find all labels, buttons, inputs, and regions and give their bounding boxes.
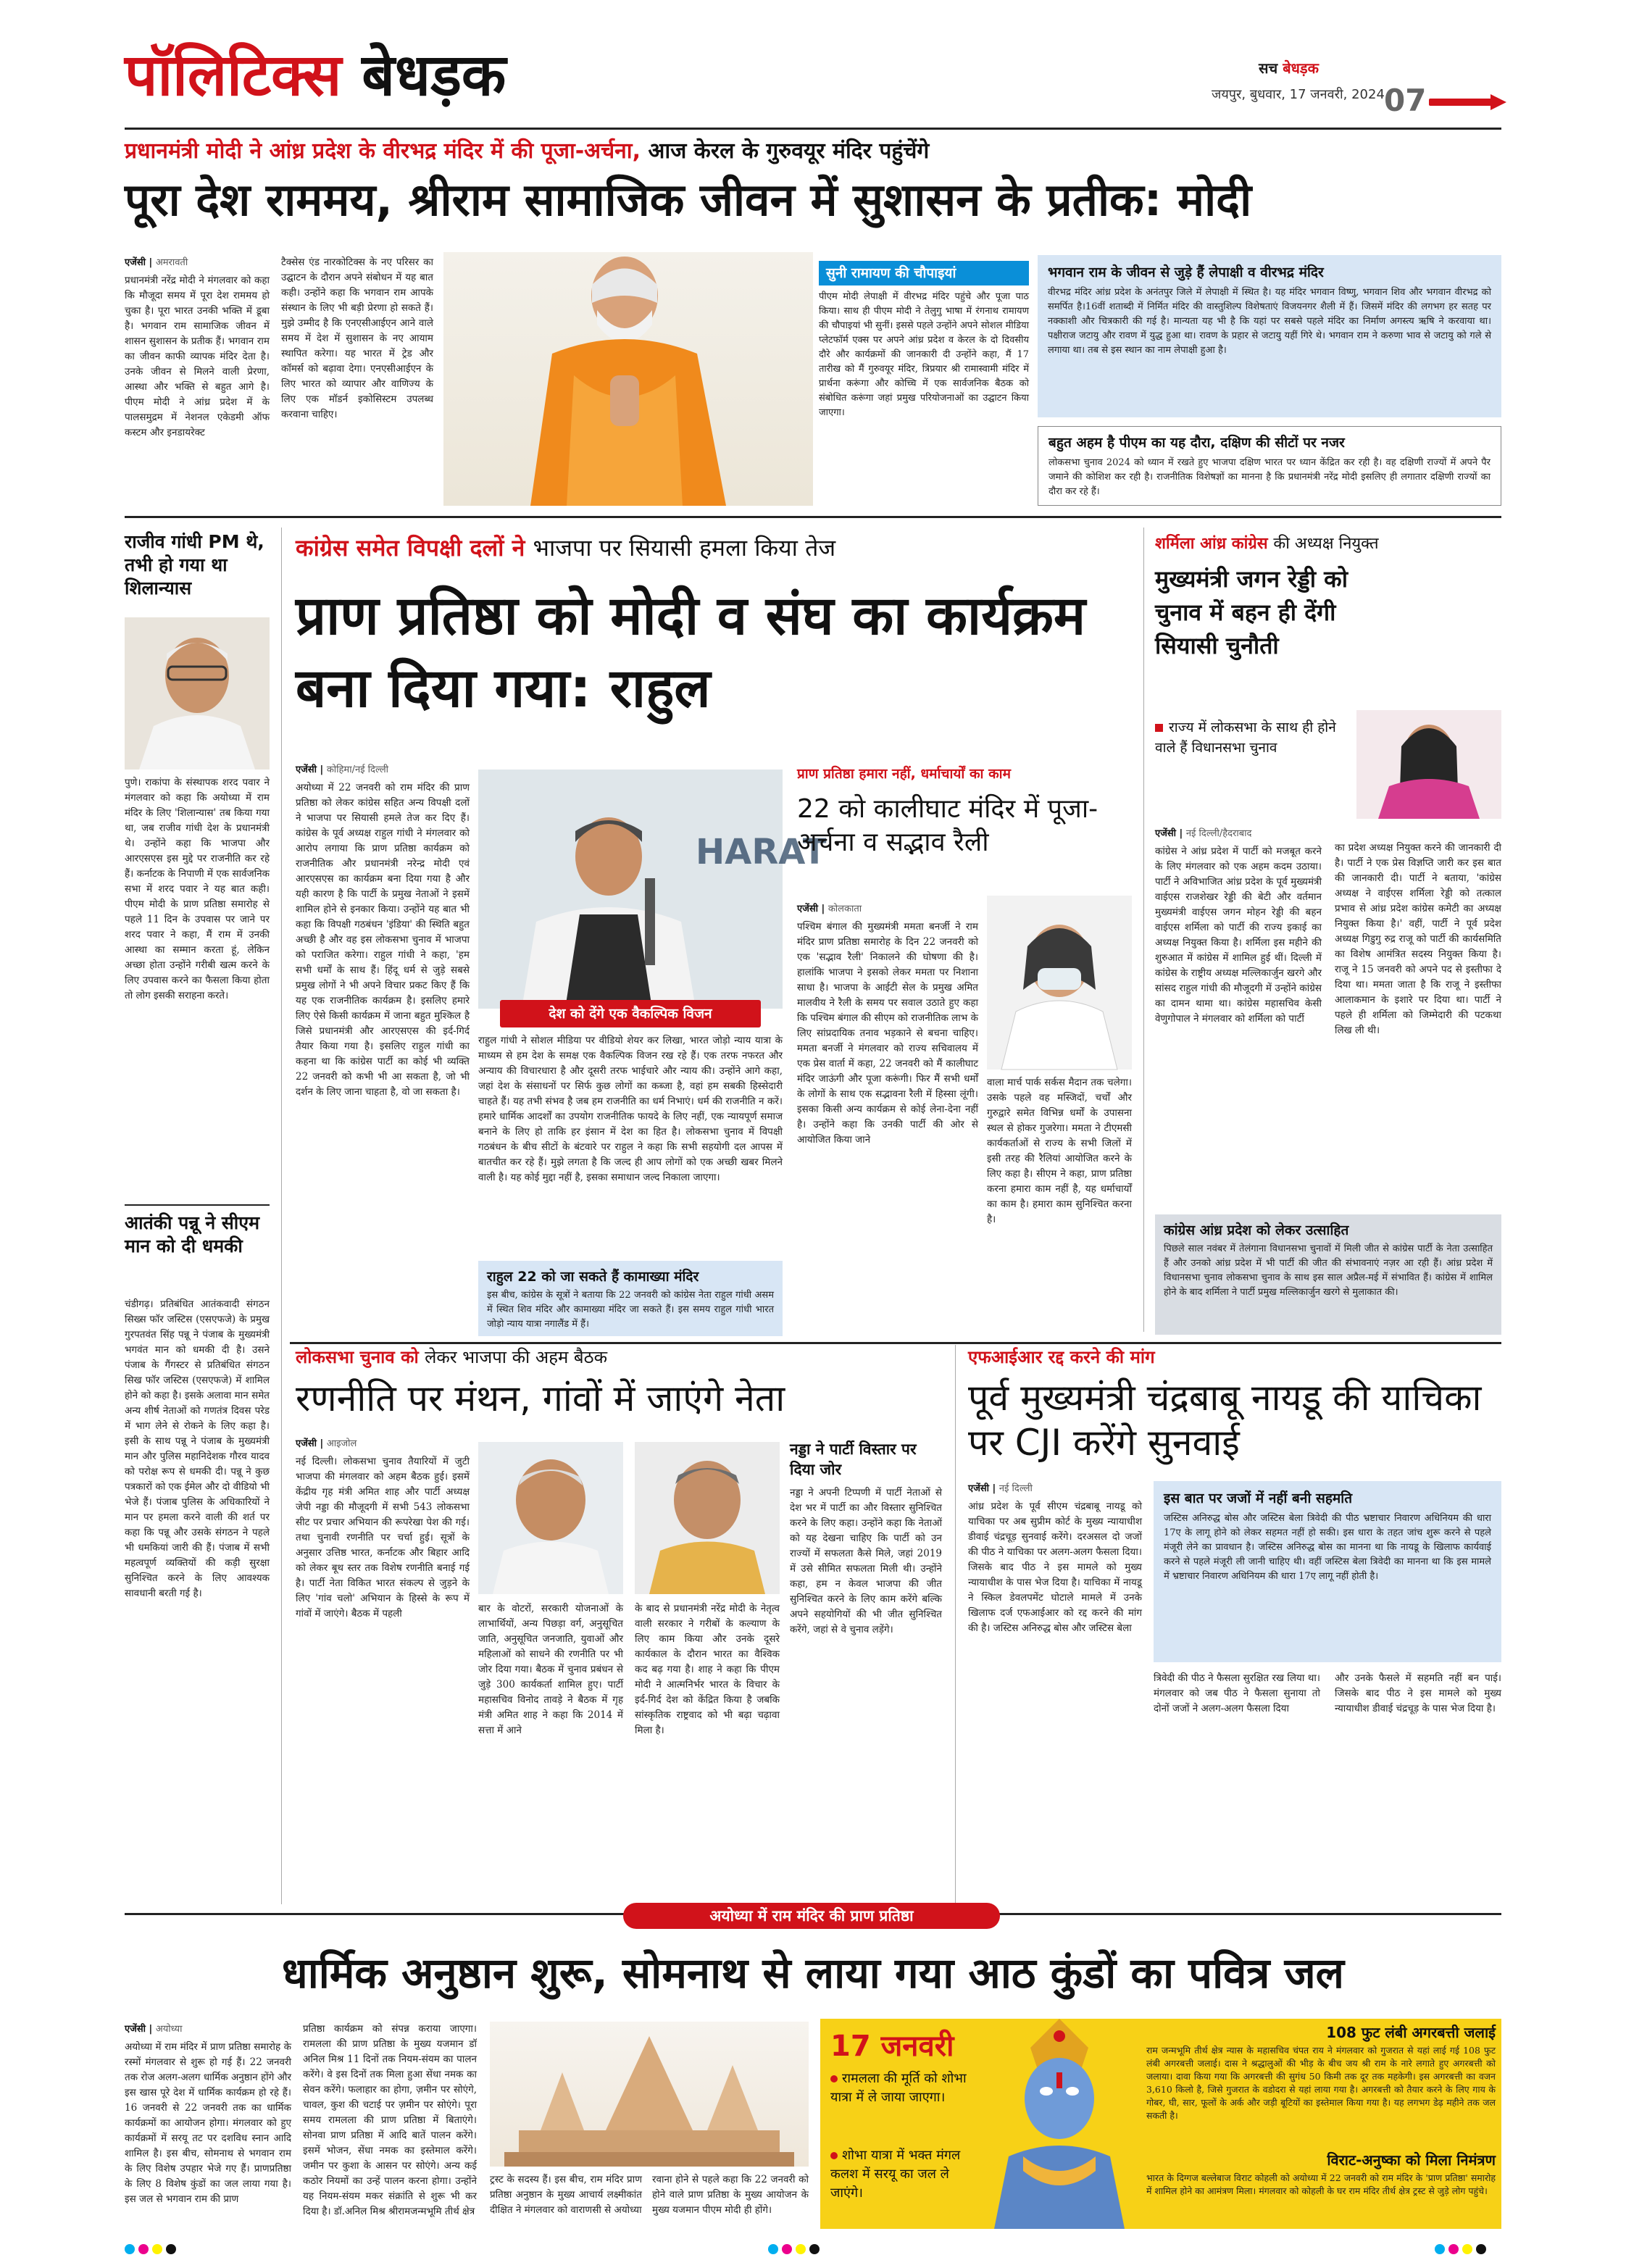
sharmila-sub-bullet [1155, 724, 1163, 732]
mann-text: चंडीगढ़। प्रतिबंधित आतंकवादी संगठन सिख्स फॉर जस्टिस (एसएफजे) के प्रमुख गुरपतवंत सिंह पन्नू ने पंजाब के मुख्यमंत्री भगवंत मान को धमकी दी है। उसने पंजाब के गैंगस्टर से प्रतिबंधित संगठन सिख फॉर जस्टिस (एसएफजे) में शामिल होने को कहा है। इसके अलावा मान समेत अन्य शीर्ष नेताओं को गणतंत्र दिवस परेड में भाग लेने से रोकने के लिए कहा है। इसी के साथ पन्नू ने पंजाब के मुख्यमंत्री मान और पुलिस महानिदेशक गौरव यादव को परोक्ष रूप से धमकी दी। पन्नू ने कुछ पत्रकारों को एक ईमेल और दो वीडियो भी भेजे हैं। पंजाब पुलिस के अधिकारियों ने मान पर हमला करने वाली की शर्त पर कहा कि पन्नू और उसके संगठन ने पहले भी धमकियां जारी की हैं। पंजाब में सभी महत्वपूर्ण व्यक्तियों की कड़ी सुरक्षा सुनिश्चित करने के लिए आवश्यक सावधानी बरती गई है। [125, 1298, 270, 1599]
lepakshi-text: वीरभद्र मंदिर आंध्र प्रदेश के अनंतपुर जिले में लेपाक्षी में स्थित है। यह मंदिर भगवान विष्णु, भगवान शिव और भगवान वीरभद्र को समर्पित है।16वीं शताब्दी में निर्मित मंदिर की वास्तुशिल्प विशेषताएं विजयनगर शैली में हैं। जिसमें मंदिर की लगभग हर सतह पर नक्काशी और चित्रकारी की गई है। मान्यता यह भी है कि यहां पर सबसे पहले मंदिर का निर्माण अगस्त्य ऋषि ने करवाया था। पक्षीराज जटायु और रावण में युद्ध हुआ था। रावण के प्रहार से जटायु यहीं गिरे थे। भगवान राम ने करुणा भाव से जटायु को गले से लगाया था। तब से इस स्थान का नाम लेपाक्षी हुआ है। [1048, 287, 1491, 356]
masthead-rule [125, 128, 1501, 130]
bullet-1-dot [830, 2075, 838, 2083]
naidu-box-text: जस्टिस अनिरुद्ध बोस और जस्टिस बेला त्रिवेदी की पीठ भ्रष्टाचार निवारण अधिनियम की धारा 17ए के लागू होने को लेकर सहमत नहीं हो सकी। इस धारा के तहत जांच शुरू करने से पहले मंजूरी लेने का प्रावधान है। जस्टिस अनिरुद्ध बोस का मानना था कि नायडू के खिलाफ कार्यवाई करने से पहले मंजूरी ली जानी चाहिए थी। वहीं जस्टिस बेला त्रिवेदी का मानना था कि इस मामले में भ्रष्टाचार निवारण अधिनियम की धारा 17ए लागू नहीं होती है। [1164, 1513, 1491, 1582]
bullet-1-text: रामलला की मूर्ति को शोभा यात्रा में ले जाया जाएगा। [830, 2071, 967, 2105]
modi-photo [443, 252, 813, 506]
bjp-col3: के बाद से प्रधानमंत्री नरेंद्र मोदी के नेतृत्व वाली सरकार ने गरीबों के कल्याण के लिए काम किया और उनके दूसरे कार्यकाल के दौरान भारत का वैश्विक कद बढ़ गया है। शाह ने कहा कि पीएम मोदी ने आत्मनिर्भर भारत के विचार के इर्द-गिर्द देश को केंद्रित किया है जबकि सांस्कृतिक राष्ट्रवाद को भी बढ़ा चढ़ावा मिला है। [635, 1603, 780, 1736]
shah-photo-illustration [478, 1442, 623, 1594]
kamakhya-title: राहुल 22 को जा सकते हैं कामाख्या मंदिर [487, 1269, 699, 1285]
ap-box [1155, 1214, 1501, 1335]
registration-marks-right [1435, 2243, 1490, 2257]
naidu-col3: और उनके फैसले में सहमति नहीं बन पाई। जिसके बाद पीठ ने इस मामले को मुख्य न्यायाधीश डीवाई चंद्रचूड़ के पास भेज दिया है। [1335, 1672, 1501, 1714]
bjp-dateline: एजेंसी | आइजोल [296, 1438, 357, 1449]
sharmila-headline: मुख्यमंत्री जगन रेड्डी को चुनाव में बहन ही देंगी सियासी चुनौती [1155, 565, 1348, 659]
rajiv-text: पुणे। राकांपा के संस्थापक शरद पवार ने मंगलवार को कहा कि अयोध्या में राम मंदिर के लिए 'शिलान्यास' तब किया गया था, जब राजीव गांधी देश के प्रधानमंत्री थे। उन्होंने कहा कि भाजपा और आरएसएस इस मुद्दे पर राजनीति कर रहे हैं। कर्नाटक के निपाणी में एक सार्वजनिक सभा में शरद पवार ने यह बात कही। पीएम मोदी के प्राण प्रतिष्ठा समारोह से पहले 11 दिन के उपवास पर जाने पर शरद पवार ने कहा, मैं राम में उनकी आस्था का सम्मान करता हूं, लेकिन अच्छा होता उन्होंने गरीबी खत्म करने के लिए उपवास करने का फैसला किया होता तो लोग इसकी सराहना करते। [125, 777, 270, 1001]
pawar-photo [125, 617, 270, 770]
naidu-box-title: इस बात पर जजों में नहीं बनी सहमति [1164, 1491, 1353, 1506]
rajiv-headline: राजीव गांधी PM थे, तभी हो गया था शिलान्यास [125, 531, 264, 599]
ayodhya-col1 [125, 2022, 291, 2225]
pen-icon [1429, 99, 1494, 106]
sharmila-col2: का प्रदेश अध्यक्ष नियुक्त करने की जानकारी दी है। पार्टी ने एक प्रेस विज्ञप्ति जारी कर इस बात की जानकारी दी। पार्टी ने बताया, 'कांग्रेस अध्यक्ष ने वाईएस शर्मिला रेड्डी को तत्काल प्रभाव से आंध्र प्रदेश कांग्रेस कमेटी का अध्यक्ष नियुक्त किया है।' वहीं, पार्टी ने पूर्व प्रदेश अध्यक्ष गिडुगु रुद्र राजू को पार्टी की कार्यसमिति का विशेष आमंत्रित सदस्य नियुक्त किया है। राजू ने 15 जनवरी को अपने पद से इस्तीफा दे दिया था। ममता जाता है कि राजू ने इस्तीफा आलाकमान के इशारे पर दिया था। पार्टी ने पहले ही शर्मिला को जिम्मेदारी की पटकथा लिख ली थी। [1335, 842, 1501, 1036]
top-col1 [125, 255, 270, 494]
naidu-kicker: एफआईआर रद्द करने की मांग [968, 1347, 1155, 1367]
ram-bullet-2 [830, 2146, 968, 2203]
top-col2: टैक्सेस एंड नारकोटिक्स के नए परिसर का उद्घाटन के दौरान अपने संबोधन में यह बात कही। उन्होंने कहा कि भगवान राम आपके संस्थान के लिए भी बड़ी प्रेरणा हो सकते हैं। मुझे उम्मीद है कि एनएसीआईएन आने वाले समय में देश में सुशासन के नए आयाम स्थापित करेगा। यह भारत में ट्रेड और कॉमर्स को बढ़ावा देगा। एनएसीआईएन के लिए भारत को व्यापार और वाणिज्य के लिए एक मॉडर्न इकोसिस्टम उपलब्ध करवाना चाहिए। [281, 257, 433, 420]
left-col-divider [281, 528, 282, 1904]
bjp-kicker-black: लेकर भाजपा की अहम बैठक [425, 1347, 608, 1367]
rahul-photo [478, 770, 827, 1009]
ayodhya-col2: प्रतिष्ठा कार्यक्रम को संपन्न कराया जाएगा। रामलला की प्राण प्रतिष्ठा के मुख्य यजमान डॉ अनिल मिश्र 11 दिनों तक नियम-संयम का पालन करेंगे। वे इस दिनों तक मिला हुआ सेंधा नमक का सेवन करेंगे। फलाहार का होगा, ज़मीन पर सोएंगे, चावल, कुश की चटाई पर ज़मीन पर सोएंगे। पूरा समय रामलला की प्राण प्रतिष्ठा में बिताएंगे। सोनवा प्राण प्रतिष्ठा में आदि बातें पालन करेंगे। इसमें भोजन, सेंधा नमक का इस्तेमाल करेंगे। जमीन पर कुशा के आसन पर सोएंगे। अन्य कई कठोर नियमों का उन्हें पालन करना होगा। उन्होंने यह नियम-संयम मकर संक्रांति से शुरू भी कर दिया है। डॉ.अनिल मिश्र श्रीरामजन्मभूमि तीर्थ क्षेत्र [303, 2023, 477, 2217]
bullet-2-dot [830, 2152, 838, 2159]
ap-text: पिछले साल नवंबर में तेलंगाना विधानसभा चुनावों में मिली जीत से कांग्रेस पार्टी के नेता उत्साहित हैं और उनको आंध्र प्रदेश में भी पार्टी की जीत की संभावनाएं नज़र आ रही हैं। आंध्र प्रदेश में विधानसभा चुनाव लोकसभा चुनाव के साथ इस साल अप्रैल-मई में संभावित हैं। कांग्रेस में शामिल होने के बाद शर्मिला ने पार्टी प्रमुख मल्लिकार्जुन खरगे से मुलाकात की। [1164, 1243, 1493, 1298]
mamata-photo [987, 896, 1132, 1070]
top-bottom-rule [125, 516, 1501, 518]
pen-tip-icon [1490, 94, 1506, 110]
virat-title: विराट-अनुष्का को मिला निमंत्रण [1327, 2151, 1496, 2169]
top-headline: पूरा देश राममय, श्रीराम सामाजिक जीवन में सुशासन के प्रतीक: मोदी [125, 173, 1252, 226]
tag-black: सच [1259, 59, 1278, 77]
ayodhya-col1-text: अयोध्या में राम मंदिर में प्राण प्रतिष्ठा समारोह के रस्मों मंगलवार से शुरू हो गई हैं। 22 जनवरी तक रोज अलग-अलग धार्मिक अनुष्ठान होंगे और इस खास पूरे देश में धार्मिक कार्यक्रम हो रहे हैं। 16 जनवरी से 22 जनवरी तक का धार्मिक कार्यक्रमों का आयोजन होगा। मंगलवार को हुए कार्यक्रमों में सरयू तट पर दशविध स्नान आदि शामिल है। इस बीच, सोमनाथ से भगवान राम के लिए विशेष उपहार भेजे गए हैं। प्राणप्रतिष्ठा के लिए 8 विशेष कुंडों का जल लाया गया है। इस जल से भगवान राम की प्राण [125, 2041, 291, 2205]
ram-idol-icon [980, 2019, 1139, 2229]
sharmila-photo [1356, 710, 1501, 819]
cyan-dot [768, 2244, 778, 2254]
magenta-dot [1448, 2244, 1459, 2254]
rahul-col1 [296, 762, 470, 1335]
virat-text: भारत के दिग्गज बल्लेबाज विराट कोहली को अयोध्या में 22 जनवरी को राम मंदिर के 'प्राण प्रतिष्ठा' समारोह में शामिल होने का आमंत्रण मिला। मंगलवार को कोहली के घर राम मंदिर तीर्थ क्षेत्र ट्रस्ट से जुड़े लोग पहुंचे। [1146, 2172, 1496, 2196]
mamata-text2: वाला मार्च पार्क सर्कस मैदान तक चलेगा। उसके पहले वह मस्जिदों, चर्चों और गुरुद्वारे समेत विभिन्न धर्मों के उपासना स्थल से होकर गुजरेगा। ममता ने टीएमसी कार्यकर्ताओं से राज्य के सभी जिलों में इसी तरह की रैलियां आयोजित करने के लिए कहा है। सीएम ने कहा, प्राण प्रतिष्ठा करना हमारा काम नहीं है, यह धर्माचार्यों का काम है। हमारा काम सुनिश्चित करना है। [987, 1077, 1132, 1225]
nadda-photo [635, 1442, 780, 1594]
agarbatti-box [1146, 2025, 1496, 2149]
top-col1-text: प्रधानमंत्री नरेंद्र मोदी ने मंगलवार को कहा कि मौजूदा समय में पूरा देश राममय हो चुका है। पूरा भारत उनकी भक्ति में डूबा है। भगवान राम सामाजिक जीवन में शासन सुशासन के प्रतीक हैं। भगवान राम का जीवन काफी व्यापक मंदिर देता है। उनके जीवन से मिलने वाली प्रेरणा, आस्था और भक्ति से बहुत आगे है। पीएम मोदी ने आंध्र प्रदेश में के पालसमुद्रम में नेशनल एकेडमी ऑफ कस्टम और इनडायरेक्ट [125, 275, 270, 438]
registration-marks-center [768, 2243, 823, 2257]
black-dot [809, 2244, 820, 2254]
naidu-col1 [968, 1481, 1142, 1901]
bjp-col1 [296, 1436, 470, 1900]
masthead-date: जयपुर, बुधवार, 17 जनवरी, 2024 [1212, 87, 1385, 102]
cyan-dot [1435, 2244, 1445, 2254]
south-title: बहुत अहम है पीएम का यह दौरा, दक्षिण की सीटों पर नजर [1048, 435, 1345, 451]
magenta-dot [782, 2244, 792, 2254]
ram-idol-illustration [980, 2019, 1139, 2229]
mamata-kicker: प्राण प्रतिष्ठा हमारा नहीं, धर्माचार्यों का काम [797, 766, 1011, 782]
lepakshi-box [1038, 255, 1501, 417]
south-text: लोकसभा चुनाव 2024 को ध्यान में रखते हुए भाजपा दक्षिण भारत पर ध्यान केंद्रित कर रही है। वह दक्षिणी राज्यों में अपने पैर जमाने की कोशिश कर रही है। राजनीतिक विशेषज्ञों का मानना है कि प्रधानमंत्री नरेंद्र मोदी इसलिए ही लगातार दक्षिणी राज्यों का दौरा कर रहे हैं। [1048, 457, 1490, 497]
tag-red: बेधड़क [1283, 59, 1319, 77]
temple-photo [490, 2022, 809, 2167]
pawar-photo-illustration [125, 617, 270, 770]
rahul-kicker-red: कांग्रेस समेत विपक्षी दलों ने [296, 534, 525, 562]
ayodhya-dateline: एजेंसी | अयोध्या [125, 2024, 183, 2035]
black-dot [166, 2244, 176, 2254]
ayodhya-col3: ट्रस्ट के सदस्य हैं। इस बीच, राम मंदिर प्राण प्रतिष्ठा अनुष्ठान के मुख्य आचार्य लक्ष्मीकांत दीक्षित ने मंगलवार को वाराणसी से अयोध्या [490, 2174, 642, 2216]
kamakhya-box [478, 1261, 783, 1336]
page-number: 07 [1384, 83, 1427, 118]
yellow-dot [152, 2244, 162, 2254]
ramayan-box [813, 255, 1029, 506]
nadda-text: नड्डा ने अपनी टिप्पणी में पार्टी नेताओं से देश भर में पार्टी का और विस्तार सुनिश्चित करने के लिए कहा। उन्होंने कहा कि नेताओं को यह देखना चाहिए कि पार्टी को उन राज्यों में सफलता कैसे मिले, जहां 2019 में उसे सीमित सफलता मिली थी। उन्होंने कहा, हम न केवल भाजपा की जीत सुनिश्चित करने के लिए काम करेंगे बल्कि अपने सहयोगियों की भी जीत सुनिश्चित करेंगे, जहां से वे चुनाव लड़ेंगे। [790, 1487, 942, 1635]
bjp-col1-text: नई दिल्ली। लोकसभा चुनाव तैयारियों में जुटी भाजपा की मंगलवार को अहम बैठक हुई। इसमें केंद्रीय गृह मंत्री अमित शाह और पार्टी अध्यक्ष जेपी नड्डा की मौजूदगी में सभी 543 लोकसभा सीट पर प्रचार अभियान की रूपरेखा पेश की गई। तथा चुनावी रणनीति पर चर्चा हुई। सूत्रों के अनुसार उत्तिष्ठ भारत, कर्नाटक और बिहार आदि को लेकर बूथ स्तर तक विशेष रणनीति बनाई गई है। पार्टी नेता विकित भारत संकल्प से जुड़ने के लिए 'गांव चलो' अभियान के हिस्से के रूप में गांवों में जाएंगे। बैठक में पहली [296, 1456, 470, 1619]
agarbatti-title: 108 फुट लंबी अगरबत्ती जलाई [1326, 2024, 1496, 2041]
vikalp-text: राहुल गांधी ने सोशल मीडिया पर वीडियो शेयर कर लिखा, भारत जोड़ो न्याय यात्रा के माध्यम से हम देश के समक्ष एक वैकल्पिक विजन रख रहे हैं। एक तरफ नफरत और अन्याय की विचारधारा है और दूसरी तरफ भाईचारे और न्याय की। उन्होंने आगे कहा, जहां देश के संसाधनों पर सिर्फ कुछ लोगों का कब्जा है, वहां हम सबकी हिस्सेदारी चाहते हैं। यह तभी संभव है जब हम राजनीति का धर्म निभाएं। धर्म की राजनीति न करें। हमारे धार्मिक आदर्शों का उपयोग राजनीतिक फायदे के लिए नहीं, एक न्यायपूर्ण समाज बनाने के लिए हो ताकि हर इंसान में देश का हित है। लोकसभा चुनाव में विपक्षी गठबंधन के बीच सीटों के बंटवारे पर राहुल ने कहा कि सभी सहयोगी दल आपस में बातचीत कर रहे हैं। मुझे लगता है कि जल्द ही आप लोगों को एक अच्छी खबर मिलने वाली है। यह कोई मुद्दा नहीं है, इसका समाधान जल्द निकाला जाएगा। [478, 1035, 783, 1183]
mid-rule [290, 1342, 1501, 1344]
right-col-divider [1143, 528, 1144, 1332]
rahul-col1-text: अयोध्या में 22 जनवरी को राम मंदिर की प्राण प्रतिष्ठा को लेकर कांग्रेस सहित अन्य विपक्षी दलों ने भाजपा पर सियासी हमले तेज कर दिए हैं। कांग्रेस के पूर्व अध्यक्ष राहुल गांधी ने मंगलवार को आरोप लगाया कि प्राण प्रतिष्ठा कार्यक्रम को राजनीतिक और प्रधानमंत्री नरेन्द्र मोदी एवं आरएसएस का कार्यक्रम बना दिया गया है और यही कारण है कि पार्टी के प्रमुख नेताओं ने इसमें शामिल होने से इनकार किया। उन्होंने यह बात भी कहा कि विपक्षी गठबंधन 'इंडिया' की स्थिति बहुत अच्छी है और वह इस लोकसभा चुनाव में भाजपा को पराजित करेगा। राहुल गांधी ने कहा, 'हम सभी धर्मों के साथ हैं। हिंदू धर्म से जुड़े सबसे प्रमुख लोगों ने भी अपने विचार प्रकट किए हैं कि यह एक राजनीतिक कार्यक्रम है। इसलिए हमारे लिए ऐसे किसी कार्यक्रम में जाना बहुत मुश्किल है जिसे प्रधानमंत्री और आरएसएस की इर्द-गिर्द तैयार किया गया है। इसलिए राहुल गांधी का कहना था कि कांग्रेस पार्टी का कोई भी व्यक्ति 22 जनवरी को कभी भी आ सकता है, जो भी दर्शन के लिए जाना चाहता है, वो जा सकता है। [296, 782, 470, 1098]
top-dateline: एजेंसी | अमरावती [125, 257, 188, 268]
mamata-headline: 22 को कालीघाट मंदिर में पूजा-अर्चना व सद्भाव रैली [797, 794, 1098, 857]
naidu-box [1154, 1481, 1501, 1662]
top-kicker [125, 139, 1501, 164]
magenta-dot [138, 2244, 149, 2254]
temple-illustration [490, 2022, 809, 2167]
bjp-kicker [296, 1348, 948, 1368]
ram-bullet-1 [830, 2069, 968, 2107]
yellow-dot [1462, 2244, 1472, 2254]
ram-panel [820, 2019, 1501, 2229]
left-mid-rule [125, 1204, 270, 1206]
brand-red: पॉलिटिक्स [125, 41, 342, 109]
mamata-dateline: एजेंसी | कोलकाता [797, 904, 862, 914]
sharmila-sub [1155, 717, 1351, 758]
rahul-kicker [296, 535, 1136, 562]
top-kicker-black: आज केरल के गुरुवयूर मंदिर पहुंचेंगे [648, 138, 930, 164]
sharmila-kicker [1155, 535, 1501, 553]
sharmila-photo-illustration [1356, 710, 1501, 819]
masthead-brand [125, 41, 506, 110]
ayodhya-banner: अयोध्या में राम मंदिर की प्राण प्रतिष्ठा [623, 1903, 1000, 1929]
rahul-kicker-black: भाजपा पर सियासी हमला किया तेज [533, 534, 836, 562]
bullet-2-text: शोभा यात्रा में भक्त मंगल कलश में सरयू का जल ले जाएंगे। [830, 2148, 961, 2201]
nadda-title: नड्डा ने पार्टी विस्तार पर दिया जोर [790, 1441, 917, 1478]
masthead [125, 41, 1501, 120]
sharmila-sub-text: राज्य में लोकसभा के साथ ही होने वाले हैं विधानसभा चुनाव [1155, 720, 1336, 756]
svg-text:HARAT: HARAT [696, 832, 827, 872]
lepakshi-title: भगवान राम के जीवन से जुड़े हैं लेपाक्षी व वीरभद्र मंदिर [1048, 264, 1324, 280]
sharmila-kicker-black: की अध्यक्ष नियुक्त [1273, 535, 1379, 553]
bjp-kicker-red: लोकसभा चुनाव को [296, 1347, 419, 1367]
shah-photo [478, 1442, 623, 1594]
bjp-col2: बार के वोटरों, सरकारी योजनाओं के लाभार्थियों, अन्य पिछड़ा वर्ग, अनुसूचित जाति, अनुसूचित जनजाति, युवाओं और महिलाओं को साधने की रणनीति पर भी जोर दिया गया। बैठक में चुनाव प्रबंधन से जुड़े 300 कार्यकर्ता शामिल हुए। पार्टी महासचिव विनोद तावड़े ने बैठक में गृह मंत्री अमित शाह ने कहा कि 2014 में सत्ता में आने [478, 1603, 623, 1736]
rahul-headline: प्राण प्रतिष्ठा को मोदी व संघ का कार्यक्रम बना दिया गया: राहुल [296, 585, 1086, 720]
ramayan-text: पीएम मोदी लेपाक्षी में वीरभद्र मंदिर पहुंचे और पूजा पाठ किया। साथ ही पीएम मोदी ने तेलुगु भाषा में रंगनाथ रामायण की चौपाइयां भी सुनीं। इससे पहले उन्होंने अपने सोशल मीडिया प्लेटफॉर्म एक्स पर अपने आंध्र प्रदेश व केरल के दो दिवसीय दौरे और कार्यक्रमों की जानकारी दी उन्होंने कहा, मैं 17 तारीख को मैं गुरुवयूर मंदिर, त्रिप्रयार श्री रामास्वामी मंदिर में प्रार्थना करूंगा और कोच्चि में एक सार्वजनिक बैठक को संबोधित करूंगा जहां प्रमुख परियोजनाओं का उद्घाटन किया जाएगा। [819, 291, 1029, 418]
naidu-col1-text: आंध्र प्रदेश के पूर्व सीएम चंद्रबाबू नायडू को याचिका पर अब सुप्रीम कोर्ट के मुख्य न्यायाधीश डीवाई चंद्रचूड़ सुनवाई करेंगे। दरअसल दो जजों की पीठ ने याचिका पर अलग-अलग फैसला दिया। जिसके बाद पीठ ने इस मामले को मुख्य न्यायाधीश के पास भेज दिया है। याचिका में नायडू ने स्किल डेवलपमेंट घोटाले मामले में उनके खिलाफ दर्ज एफआईआर को रद्द करने की मांग की है। जस्टिस अनिरुद्ध बोस और जस्टिस बेला [968, 1501, 1142, 1634]
vikalp-title: देश को देंगे एक वैकल्पिक विजन [500, 1000, 761, 1027]
ayodhya-col4: रवाना होने से पहले कहा कि 22 जनवरी को होने वाले प्राण प्रतिष्ठा के मुख्य आयोजन के मुख्य यजमान पीएम मोदी ही होंगे। [652, 2174, 809, 2216]
bjp-headline: रणनीति पर मंथन, गांवों में जाएंगे नेता [296, 1377, 785, 1419]
rahul-photo-illustration [478, 770, 827, 1009]
mann-headline: आतंकी पन्नू ने सीएम मान को दी धमकी [125, 1212, 260, 1256]
masthead-tag [1259, 58, 1319, 78]
jan17-label: 17 जनवरी [830, 2030, 954, 2063]
registration-marks-left [125, 2243, 180, 2257]
naidu-dateline: एजेंसी | नई दिल्ली [968, 1483, 1033, 1494]
cyan-dot [125, 2244, 135, 2254]
agarbatti-text: राम जन्मभूमि तीर्थ क्षेत्र न्यास के महासचिव चंपत राय ने मंगलवार को गुजरात से यहां लाई गई 108 फुट लंबी अगरबत्ती जलाई। दास ने श्रद्धालुओं की भीड़ के बीच जय श्री राम के नारे लगाते हुए अगरबत्ती को जलाया। दावा किया गया कि अगरबत्ती की सुगंध 50 किमी तक दूर तक महकेगी। इस अगरबत्ती का वजन 3,610 किलो है, जिसे गुजरात के वडोदरा से यहां लाया गया है। अगरबत्ती को तैयार करने के लिए गाय के गोबर, घी, सार, फूलों के अर्क और जड़ी बूटियों का इस्तेमाल किया गया है। यह लगभग डेढ़ महीने तक जल सकती है। [1146, 2045, 1496, 2121]
ayodhya-headline: धार्मिक अनुष्ठान शुरू, सोमनाथ से लाया गया आठ कुंडों का पवित्र जल [282, 1948, 1344, 1998]
sharmila-kicker-red: शर्मिला आंध्र कांग्रेस [1155, 535, 1268, 553]
ramayan-title: सुनी रामायण की चौपाइयां [819, 261, 1029, 285]
south-box [1038, 426, 1501, 506]
brand-black: बेधड़क [362, 41, 506, 109]
mamata-col1 [797, 901, 978, 1336]
nadda-photo-illustration [635, 1442, 780, 1594]
sharmila-col1-text: कांग्रेस ने आंध्र प्रदेश में पार्टी को मजबूत करने के लिए मंगलवार को एक अहम कदम उठाया। पार्टी ने अविभाजित आंध्र प्रदेश के पूर्व मुख्यमंत्री वाईएस राजशेखर रेड्डी की बेटी और वर्तमान मुख्यमंत्री वाईएस जगन मोहन रेड्डी की बहन वाईएस शर्मिला को पार्टी की राज्य इकाई का अध्यक्ष नियुक्त किया है। शर्मिला इस महीने की शुरुआत में कांग्रेस में शामिल हुई थीं। दिल्ली में कांग्रेस के राष्ट्रीय अध्यक्ष मल्लिकार्जुन खरगे और सांसद राहुल गांधी की मौजूदगी में उन्होंने कांग्रेस का दामन थामा था। कांग्रेस महासचिव केसी वेणुगोपाल ने मंगलवार को शर्मिला को पार्टी [1155, 846, 1322, 1025]
top-kicker-red: प्रधानमंत्री मोदी ने आंध्र प्रदेश के वीरभद्र मंदिर में की पूजा-अर्चना, [125, 138, 641, 164]
naidu-col2: त्रिवेदी की पीठ ने फैसला सुरक्षित रख लिया था। मंगलवार को जब पीठ ने फैसला सुनाया तो दोनों जजों ने अलग-अलग फैसला दिया [1154, 1672, 1320, 1714]
sharmila-col1 [1155, 826, 1322, 1203]
mamata-text1: पश्चिम बंगाल की मुख्यमंत्री ममता बनर्जी ने राम मंदिर प्राण प्रतिष्ठा समारोह के दिन 22 जनवरी को एक 'सद्भाव रैली' निकालने की घोषणा की है। हालांकि भाजपा ने इसको लेकर ममता पर निशाना साधा है। भाजपा के आईटी सेल के प्रमुख अमित मालवीय ने रैली के समय पर सवाल उठाते हुए कहा कि पश्चिम बंगाल की सीएम को राजनीतिक लाभ के लिए सांप्रदायिक तनाव भड़काने से बचना चाहिए। ममता बनर्जी ने मंगलवार को राज्य सचिवालय में एक प्रेस वार्ता में कहा, 22 जनवरी को मैं कालीघाट मंदिर जाऊंगी और पूजा करूंगी। फिर मैं सभी धर्मों के लोगों के साथ एक सद्भावना रैली में हिस्सा लूंगी। इसका किसी अन्य कार्यक्रम से कोई लेना-देना नहीं है। उन्होंने कहा कि उनकी पार्टी की ओर से आयोजित किया जाने [797, 921, 978, 1146]
kamakhya-text: इस बीच, कांग्रेस के सूत्रों ने बताया कि 22 जनवरी को कांग्रेस नेता राहुल गांधी असम में स्थित शिव मंदिर और कामाख्या मंदिर जा सकते हैं। इस समय राहुल गांधी भारत जोड़ो न्याय यात्रा नगालैंड में हैं। [487, 1290, 774, 1330]
rahul-dateline: एजेंसी | कोहिमा/नई दिल्ली [296, 764, 388, 775]
sharmila-dateline: एजेंसी | नई दिल्ली/हैदराबाद [1155, 828, 1252, 839]
naidu-headline: पूर्व मुख्यमंत्री चंद्रबाबू नायडू की याचिका पर CJI करेंगे सुनवाई [968, 1377, 1482, 1464]
yellow-dot [796, 2244, 806, 2254]
ap-title: कांग्रेस आंध्र प्रदेश को लेकर उत्साहित [1164, 1222, 1349, 1238]
virat-box [1146, 2152, 1496, 2225]
bjp-naidu-divider [955, 1345, 956, 1903]
mamata-photo-illustration [987, 896, 1132, 1070]
modi-photo-illustration [443, 252, 813, 506]
black-dot [1476, 2244, 1486, 2254]
